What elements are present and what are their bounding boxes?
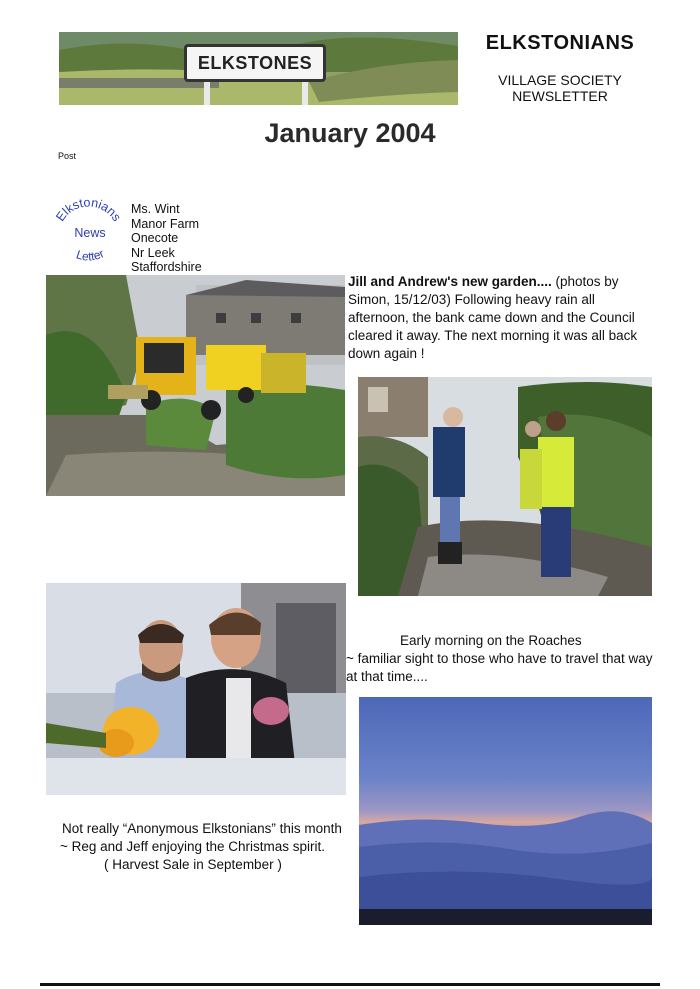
roaches-line-2: ~ familiar sight to those who have to travel that way at that time.... (346, 651, 653, 684)
newsletter-subtitle (470, 72, 650, 104)
garden-article-body: (photos by Simon, 15/12/03) Following heavy rain all afternoon, the bank came down and the Council cleared it away. The next morning it was all back down again ! (348, 274, 638, 361)
newsletter-title: ELKSTONIANS (485, 32, 635, 54)
address-line-2: Onecote (131, 231, 179, 246)
subtitle-line-1: VILLAGE SOCIETY (498, 72, 622, 88)
elkstones-sign-photo (59, 32, 458, 105)
recipient-address (131, 202, 202, 275)
garden-article-heading: Jill and Andrew's new garden.... (348, 274, 552, 289)
address-line-1: Manor Farm (131, 216, 200, 231)
logo-word-news: News (74, 226, 106, 240)
roaches-sunrise-photo (359, 697, 652, 925)
christmas-line-2: ~ Reg and Jeff enjoying the Christmas spirit. (60, 839, 326, 854)
garden-article (348, 273, 653, 363)
sign-board (184, 44, 326, 82)
logo-word-letter: Letter (74, 246, 107, 264)
post-label: Post (58, 151, 77, 161)
subtitle-line-2: NEWSLETTER (512, 88, 608, 104)
address-line-3: Nr Leek (131, 245, 175, 260)
issue-date: January 2004 (264, 118, 436, 148)
digger-clearing-bank-photo (46, 275, 345, 496)
christmas-line-3: ( Harvest Sale in September ) (104, 857, 282, 872)
flooded-lane-photo (358, 377, 652, 596)
address-name: Ms. Wint (131, 202, 180, 216)
reg-and-jeff-photo (46, 583, 346, 795)
sign-text: ELKSTONES (197, 52, 313, 73)
newsletter-logo (52, 196, 124, 268)
roaches-line-1: Early morning on the Roaches (400, 633, 582, 648)
christmas-line-1: Not really “Anonymous Elkstonians” this month (62, 821, 342, 836)
christmas-article (58, 820, 378, 874)
roaches-article (346, 632, 656, 686)
bottom-rule (40, 983, 660, 986)
address-line-4: Staffordshire (131, 260, 202, 275)
logo-arc-text: Elkstonians (53, 196, 124, 224)
